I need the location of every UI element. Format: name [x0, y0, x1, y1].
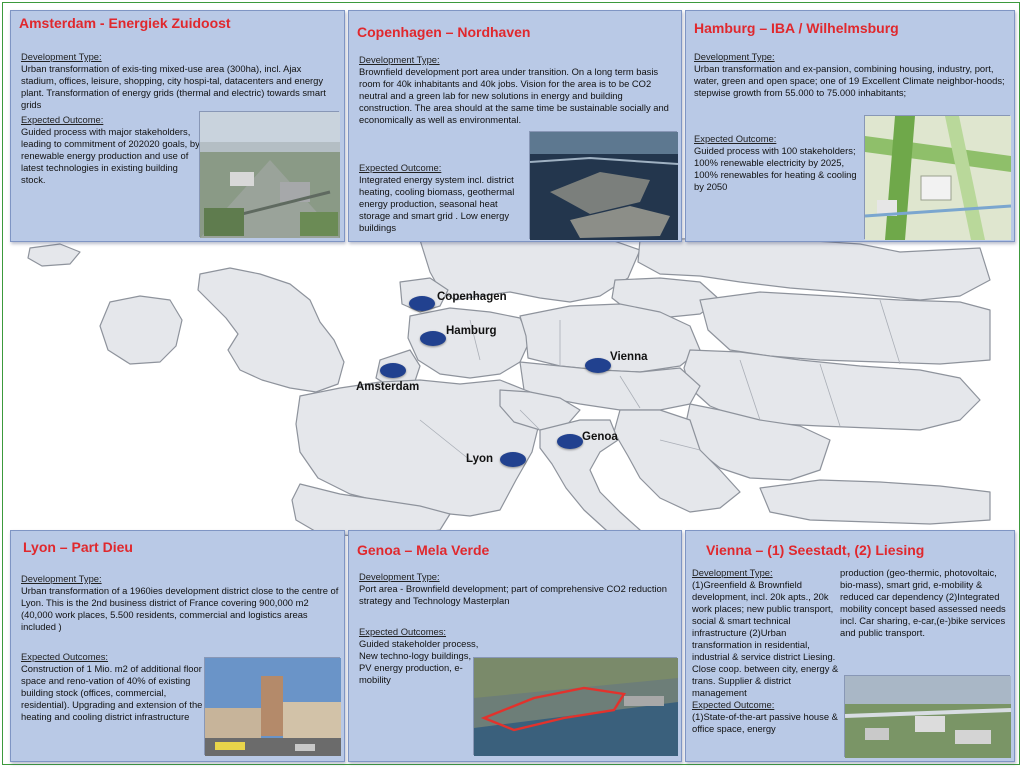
card-body-outcome [359, 626, 479, 686]
city-marker-vienna[interactable] [585, 358, 611, 373]
outcome-heading: Expected Outcome: [692, 699, 775, 710]
city-marker-copenhagen[interactable] [409, 296, 435, 311]
card-body-lower [359, 102, 529, 234]
card-lyon [10, 530, 345, 762]
dev-heading: Development Type: [694, 51, 775, 62]
outcome-text-cont: production (geo-thermic, photovoltaic, bio-mass), smart grid, e-mobility & reduced car dependency (2)Integrated mobility concept based assessed needs incl. Car sharing, e-car,(e-)bike services and public transport. [840, 567, 1006, 638]
dev-heading: Development Type: [21, 51, 102, 62]
city-label-copenhagen: Copenhagen [437, 291, 507, 303]
card-title: Hamburg – IBA / Wilhelmsburg [694, 20, 899, 36]
genoa-aerial-photo [473, 657, 677, 755]
city-marker-amsterdam[interactable] [380, 363, 406, 378]
city-marker-lyon[interactable] [500, 452, 526, 467]
outcome-text: Guided process with major stakeholders, leading to commitment of 202020 goals, by renewable energy production and use of latest technologies in existing building stock. [21, 126, 200, 185]
dev-text: (1)Greenfield & Brownfield development, incl. 20k apts., 20k work places; new public transport, social & smart technical infrastructure (2)Urban transformation in residential, industrial & service district Liesing. Close coop. between city, energy & trans. Supplier & district management [692, 579, 839, 698]
copenhagen-harbour-photo [529, 131, 677, 239]
city-label-genoa: Genoa [582, 431, 618, 443]
amsterdam-aerial-photo [199, 111, 339, 237]
dev-heading: Development Type: [21, 573, 102, 584]
card-body [21, 573, 339, 633]
card-title: Copenhagen – Nordhaven [357, 24, 531, 40]
card-body-col1 [692, 567, 844, 735]
lyon-partdieu-photo [204, 657, 340, 755]
city-marker-hamburg[interactable] [420, 331, 446, 346]
card-body-col2 [840, 567, 1010, 639]
outcome-heading: Expected Outcomes: [21, 651, 109, 662]
card-vienna [685, 530, 1015, 762]
dev-text: Brownfield development port area under transition. On a long term basis room for 40k inhabitants and 40k jobs. Vision for the area is to be CO2 neutral and a green lab for new solutions in energy and building construction. The area should at the same time be sustainable socially and economically as well as environmental. [359, 66, 669, 125]
card-copenhagen [348, 10, 682, 242]
dev-heading: Development Type: [359, 54, 440, 65]
card-body-outcome [21, 651, 203, 723]
card-title: Vienna – (1) Seestadt, (2) Liesing [706, 542, 925, 558]
dev-text: Urban transformation of exis-ting mixed-use area (300ha), incl. Ajax stadium, offices, leisure, shopping, city hospi-tal, datacenters and energy plant. Transformation of energy grids (thermal and electric) towards smart grids [21, 63, 326, 110]
hamburg-masterplan-image [864, 115, 1010, 239]
outcome-heading: Expected Outcomes: [359, 626, 447, 637]
dev-heading: Development Type: [359, 571, 440, 582]
outcome-heading: Expected Outcome: [694, 133, 777, 144]
dev-text: Urban transformation of a 1960ies development district close to the centre of Lyon. This is the 2nd business district of France covering 900,000 m2 (40,000 work places, 5.500 residents, commercial and logistics areas included ) [21, 585, 339, 632]
dev-heading: Development Type: [692, 567, 773, 578]
outcome-text: Guided process with 100 stakeholders; 100% renewable electricity by 2025, 100% renewables for heating & cooling by 2050 [694, 145, 857, 192]
outcome-text: Construction of 1 Mio. m2 of additional floor space and reno-vation of 40% of existing building stock (offices, commercial, residential). Upgrading and extension of the heating and cooling district infrastructure [21, 663, 203, 722]
city-marker-genoa[interactable] [557, 434, 583, 449]
city-label-vienna: Vienna [610, 351, 648, 363]
vienna-seestadt-render [844, 675, 1010, 757]
outcome-heading: Expected Outcome: [359, 162, 442, 173]
card-title: Lyon – Part Dieu [23, 539, 133, 555]
card-title: Genoa – Mela Verde [357, 542, 490, 558]
card-body-outcome [694, 133, 858, 193]
card-title: Amsterdam - Energiek Zuidoost [19, 15, 231, 31]
city-label-hamburg: Hamburg [446, 325, 497, 337]
card-body [359, 571, 677, 607]
card-body [694, 51, 1010, 99]
outcome-text: (1)State-of-the-art passive house & office space, energy [692, 711, 838, 734]
city-label-lyon: Lyon [466, 453, 494, 465]
outcome-text: Guided stakeholder process, New techno-logy buildings, PV energy production, e-mobility [359, 638, 479, 685]
city-label-amsterdam: Amsterdam [356, 381, 420, 393]
outcome-heading: Expected Outcome: [21, 114, 104, 125]
dev-text: Port area - Brownfield development; part of comprehensive CO2 reduction strategy and Technology Masterplan [359, 583, 667, 606]
dev-text: Urban transformation and ex-pansion, combining housing, industry, port, water, green and open space; one of 19 Excellent Climate neighbor-hoods; stepwise growth from 55.000 to 75.000 inhabitants; [694, 63, 1005, 98]
card-amsterdam [10, 10, 345, 242]
dev-text-wrap [359, 102, 529, 162]
card-genoa [348, 530, 682, 762]
outcome-text: Integrated energy system incl. district heating, cooling biomass, geothermal energy production, seasonal heat storage and smart grid . Low energy buildings [359, 174, 515, 233]
card-hamburg [685, 10, 1015, 242]
